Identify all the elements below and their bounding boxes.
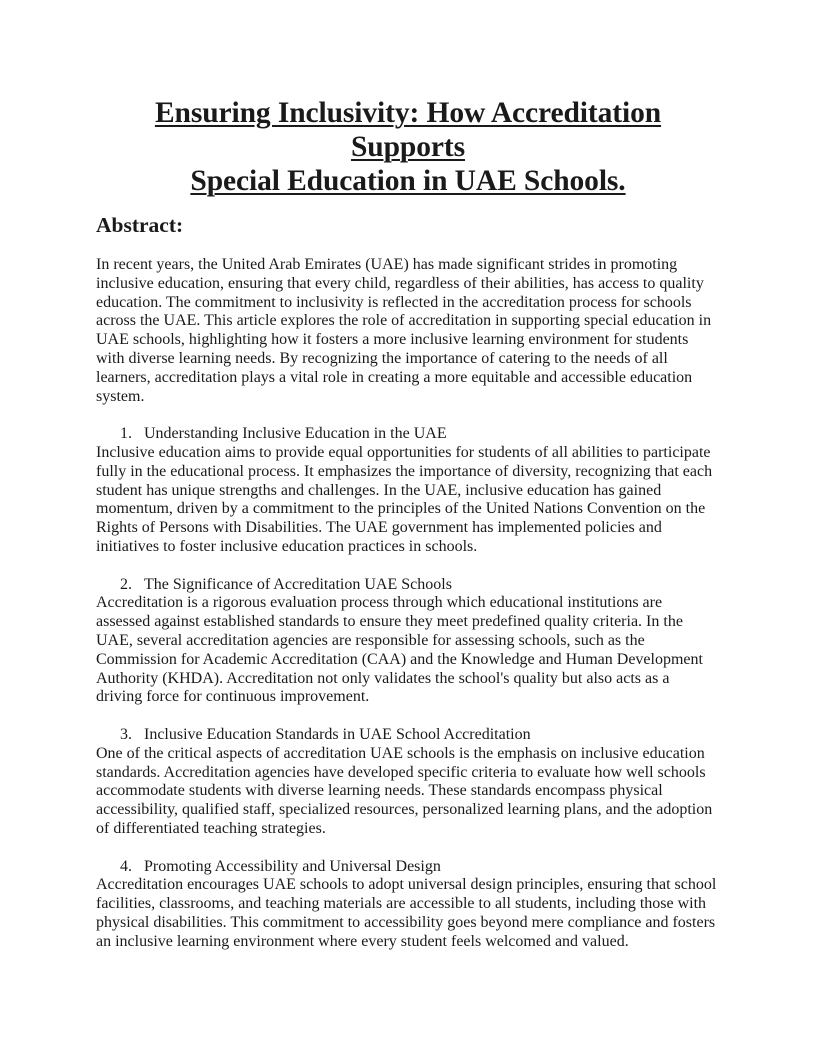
abstract-paragraph [96, 256, 720, 406]
section-title: Inclusive Education Standards in UAE School Accreditation [144, 725, 531, 743]
section-number: 3. [120, 725, 132, 743]
text-line: fully in the educational process. It emphasizes the importance of diversity, recognizing that each [96, 462, 713, 480]
section-number: 1. [120, 425, 132, 443]
text-line: education. The commitment to inclusivity is reflected in the accreditation process for schools [96, 293, 692, 311]
text-line: initiatives to foster inclusive education practices in schools. [96, 537, 478, 555]
title-line: Ensuring Inclusivity: How Accreditation Supports [154, 97, 662, 163]
text-line: Rights of Persons with Disabilities. The UAE government has implemented policies and [96, 519, 662, 537]
abstract-heading: Abstract: [96, 213, 184, 237]
text-line: physical disabilities. This commitment to accessibility goes beyond mere compliance and fosters [96, 913, 716, 931]
section-heading [96, 726, 720, 745]
text-line: One of the critical aspects of accreditation UAE schools is the emphasis on inclusive education [96, 744, 705, 762]
text-line: an inclusive learning environment where every student feels welcomed and valued. [96, 932, 629, 950]
title-line: Special Education in UAE Schools. [190, 165, 626, 197]
section-heading [96, 576, 720, 595]
section-3 [96, 726, 720, 839]
section-4 [96, 858, 720, 952]
section-heading [96, 425, 720, 444]
text-line: Accreditation is a rigorous evaluation process through which educational institutions are [96, 594, 663, 612]
text-line: assessed against established standards to ensure they meet predefined quality criteria. In the [96, 613, 683, 631]
section-title: Promoting Accessibility and Universal Design [144, 857, 441, 875]
text-line: learners, accreditation plays a vital role in creating a more equitable and accessible education [96, 368, 693, 386]
section-number: 2. [120, 575, 132, 593]
document-page [96, 96, 720, 951]
text-line: Accreditation encourages UAE schools to adopt universal design principles, ensuring that school [96, 876, 717, 894]
text-line: of differentiated teaching strategies. [96, 819, 326, 837]
document-title [96, 96, 720, 198]
text-line: inclusive education, ensuring that every child, regardless of their abilities, has access to quality [96, 274, 704, 292]
text-line: with diverse learning needs. By recognizing the importance of catering to the needs of all [96, 349, 668, 367]
section-paragraph [96, 745, 720, 839]
section-paragraph [96, 594, 720, 707]
text-line: across the UAE. This article explores the role of accreditation in supporting special education in [96, 312, 712, 330]
section-number: 4. [120, 857, 132, 875]
text-line: UAE, several accreditation agencies are responsible for assessing schools, such as the [96, 631, 645, 649]
section-paragraph [96, 444, 720, 557]
text-line: facilities, classrooms, and teaching materials are accessible to all students, including those with [96, 895, 707, 913]
text-line: driving force for continuous improvement. [96, 688, 370, 706]
text-line: system. [96, 387, 145, 405]
text-line: Commission for Academic Accreditation (CAA) and the Knowledge and Human Development [96, 650, 703, 668]
section-2 [96, 576, 720, 708]
text-line: momentum, driven by a commitment to the principles of the United Nations Convention on the [96, 500, 706, 518]
section-title: The Significance of Accreditation UAE Schools [144, 575, 452, 593]
text-line: In recent years, the United Arab Emirates (UAE) has made significant strides in promoting [96, 256, 678, 273]
text-line: accommodate students with diverse learning needs. These standards encompass physical [96, 782, 663, 800]
text-line: student has unique strengths and challenges. In the UAE, inclusive education has gained [96, 481, 662, 499]
text-line: Authority (KHDA). Accreditation not only validates the school's quality but also acts as a [96, 669, 670, 687]
section-paragraph [96, 876, 720, 951]
section-heading [96, 858, 720, 877]
text-line: accessibility, qualified staff, specialized resources, personalized learning plans, and the adoption [96, 801, 713, 819]
text-line: standards. Accreditation agencies have developed specific criteria to evaluate how well schools [96, 763, 706, 781]
text-line: Inclusive education aims to provide equal opportunities for students of all abilities to participate [96, 443, 711, 461]
section-title: Understanding Inclusive Education in the UAE [144, 425, 447, 443]
section-1 [96, 425, 720, 557]
text-line: UAE schools, highlighting how it fosters a more inclusive learning environment for students [96, 331, 689, 349]
